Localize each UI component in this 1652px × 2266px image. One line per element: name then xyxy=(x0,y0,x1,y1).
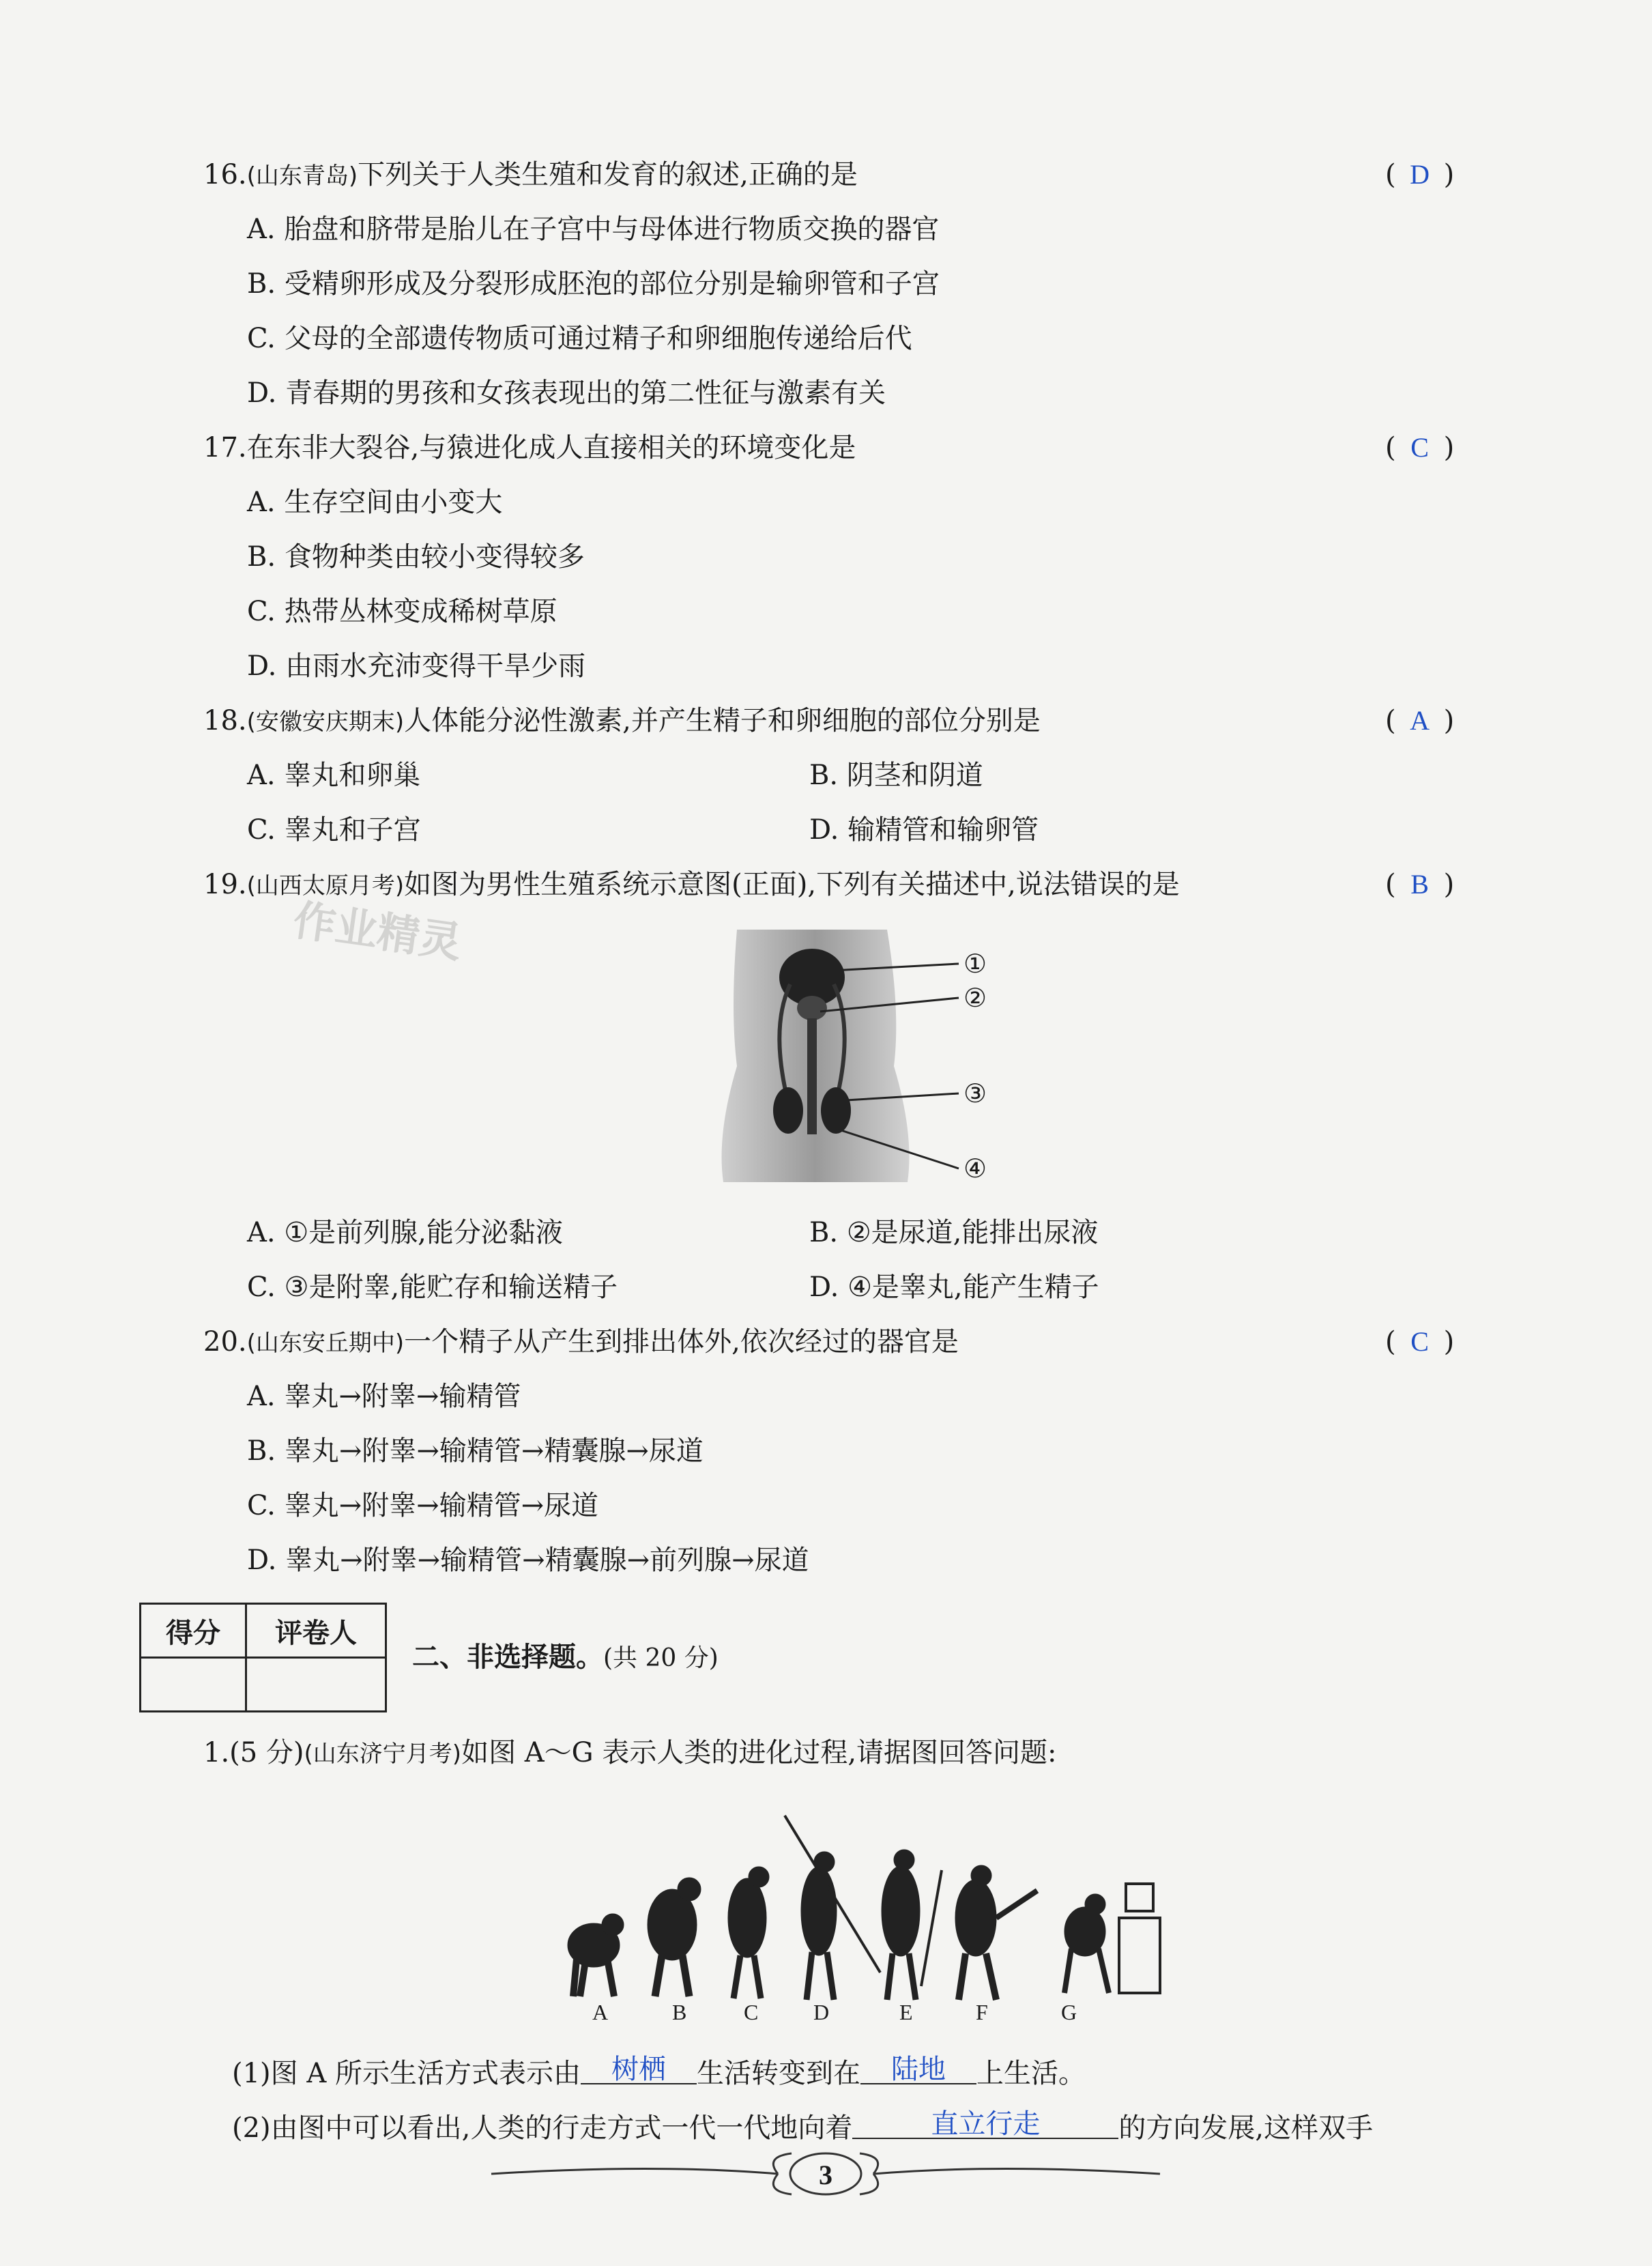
question-19-option-b: B. ②是尿道,能排出尿液 xyxy=(809,1217,1099,1248)
question-16-option-c: C. 父母的全部遗传物质可通过精子和卵细胞传递给后代 xyxy=(247,323,912,354)
q1-part1: (1)图 A 所示生活方式表示由 树栖 生活转变到在 陆地 上生活。 xyxy=(232,2054,1086,2089)
figure-label-b: B xyxy=(672,2000,687,2024)
question-20-stem: 20.(山东安丘期中)一个精子从产生到排出体外,依次经过的器官是 xyxy=(203,1326,959,1358)
grader-cell xyxy=(246,1658,386,1712)
question-16-option-d: D. 青春期的男孩和女孩表现出的第二性征与激素有关 xyxy=(247,377,886,409)
question-20-option-d: D. 睾丸→附睾→输精管→精囊腺→前列腺→尿道 xyxy=(247,1545,809,1576)
page-number: 3 xyxy=(819,2160,832,2190)
question-20-answer: ( C ) xyxy=(1385,1326,1455,1358)
human-evolution-diagram xyxy=(560,1802,1174,2007)
callout-2: ② xyxy=(963,983,987,1013)
question-18-option-d: D. 输精管和输卵管 xyxy=(809,814,1039,846)
grader-header: 评卷人 xyxy=(246,1604,386,1658)
figure-label-c: C xyxy=(744,2000,759,2024)
q1-stem: 1.(5 分)(山东济宁月考)如图 A～G 表示人类的进化过程,请据图回答问题: xyxy=(203,1737,1057,1768)
figure-label-g: G xyxy=(1061,2000,1077,2024)
question-16-answer: ( D ) xyxy=(1385,159,1455,190)
callout-3: ③ xyxy=(963,1078,987,1108)
question-17-answer: ( C ) xyxy=(1385,432,1455,463)
section-title: 二、非选择题。(共 20 分) xyxy=(412,1641,719,1673)
figure-label-a: A xyxy=(592,2000,609,2024)
question-18-answer: ( A ) xyxy=(1385,705,1455,736)
question-17-option-a: A. 生存空间由小变大 xyxy=(247,487,503,518)
question-16-stem: 16.(山东青岛)下列关于人类生殖和发育的叙述,正确的是 xyxy=(203,159,858,190)
question-20-option-a: A. 睾丸→附睾→输精管 xyxy=(247,1381,521,1412)
question-18-option-b: B. 阴茎和阴道 xyxy=(809,760,983,791)
question-18-stem: 18.(安徽安庆期末)人体能分泌性激素,并产生精子和卵细胞的部位分别是 xyxy=(203,705,1041,736)
figure-label-d: D xyxy=(813,2000,830,2024)
q1-part2: (2)由图中可以看出,人类的行走方式一代一代地向着 直立行走 的方向发展,这样双手 xyxy=(232,2108,1374,2144)
figure-label-f: F xyxy=(976,2000,988,2024)
question-16-option-a: A. 胎盘和脐带是胎儿在子宫中与母体进行物质交换的器官 xyxy=(247,214,940,245)
question-17-option-b: B. 食物种类由较小变得较多 xyxy=(247,541,585,573)
score-cell xyxy=(141,1658,246,1712)
q1-blank-1[interactable]: 树栖 xyxy=(581,2056,697,2084)
callout-1: ① xyxy=(963,949,987,979)
question-18-option-c: C. 睾丸和子宫 xyxy=(247,814,421,846)
question-19-stem: 19.(山西太原月考)如图为男性生殖系统示意图(正面),下列有关描述中,说法错误的是 xyxy=(203,869,1180,900)
q1-blank-3[interactable]: 直立行走 xyxy=(852,2110,1118,2139)
question-17-option-c: C. 热带丛林变成稀树草原 xyxy=(247,596,557,627)
question-17-stem: 17.在东非大裂谷,与猿进化成人直接相关的环境变化是 xyxy=(203,432,856,463)
score-header: 得分 xyxy=(141,1604,246,1658)
question-20-option-c: C. 睾丸→附睾→输精管→尿道 xyxy=(247,1490,599,1521)
question-19-option-a: A. ①是前列腺,能分泌黏液 xyxy=(247,1217,563,1248)
watermark: 作业精灵 xyxy=(290,895,465,968)
score-table xyxy=(139,1603,387,1712)
question-19-option-c: C. ③是附睾,能贮存和输送精子 xyxy=(247,1272,618,1303)
question-17-option-d: D. 由雨水充沛变得干旱少雨 xyxy=(247,650,586,682)
question-18-option-a: A. 睾丸和卵巢 xyxy=(247,760,421,791)
question-16-option-b: B. 受精卵形成及分裂形成胚泡的部位分别是输卵管和子宫 xyxy=(247,268,940,300)
question-20-option-b: B. 睾丸→附睾→输精管→精囊腺→尿道 xyxy=(247,1435,704,1467)
callout-4: ④ xyxy=(963,1153,987,1184)
question-19-option-d: D. ④是睾丸,能产生精子 xyxy=(809,1272,1099,1303)
q1-blank-2[interactable]: 陆地 xyxy=(860,2056,976,2084)
question-19-answer: ( B ) xyxy=(1385,869,1455,900)
figure-label-e: E xyxy=(899,2000,913,2024)
